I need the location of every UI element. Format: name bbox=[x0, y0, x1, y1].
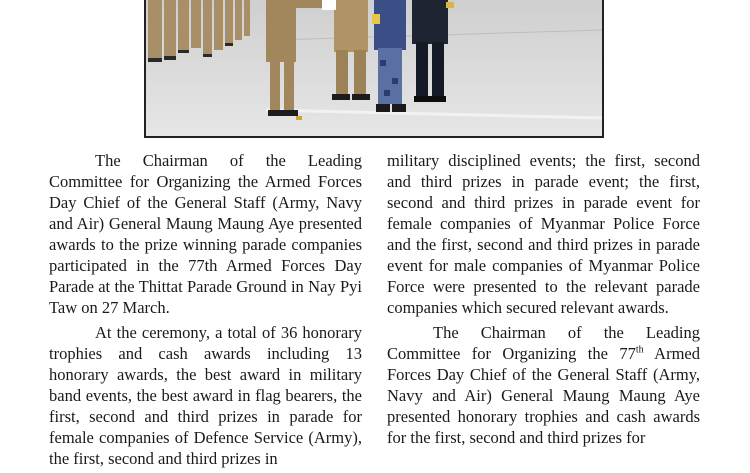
paragraph-text: Armed Forces Day Chief of the General Staff (Army, Navy and Air) General Maung Maung Aye presented honorary trophies and cash awards for the first, second and third prizes for bbox=[387, 344, 700, 447]
paragraph: At the ceremony, a total of 36 honorary trophies and cash awards including 13 honorary awards, the best award in military band events, the best award in flag bearers, the first, second and third prizes in parade for female companies of Defence Service (Army), the first, second and third prizes in bbox=[49, 323, 362, 468]
left-text-column bbox=[49, 150, 362, 473]
paragraph: military disciplined events; the first, second and third prizes in parade event; the first, second and third prizes in parade event for female companies of Myanmar Police Force and the first, second and third prizes in parade event for male companies of Myanmar Police Force were presented to the relevant parade companies which secured relevant awards. bbox=[387, 151, 700, 317]
paragraph-text: The Chairman of the Leading Committee for Organizing the 77 bbox=[387, 323, 700, 363]
paragraph bbox=[387, 322, 700, 448]
paragraph: The Chairman of the Leading Committee for Organizing the Armed Forces Day Chief of the General Staff (Army, Navy and Air) General Maung Maung Aye presented awards to the prize winning parade companies participated in the 77th Armed Forces Day Parade at the Thittat Parade Ground in Nay Pyi Taw on 27 March. bbox=[49, 151, 362, 317]
ceremony-photo-illustration bbox=[146, 0, 602, 136]
ceremony-photo bbox=[144, 0, 604, 138]
right-text-column bbox=[387, 150, 700, 452]
ordinal-suffix: th bbox=[635, 344, 644, 356]
